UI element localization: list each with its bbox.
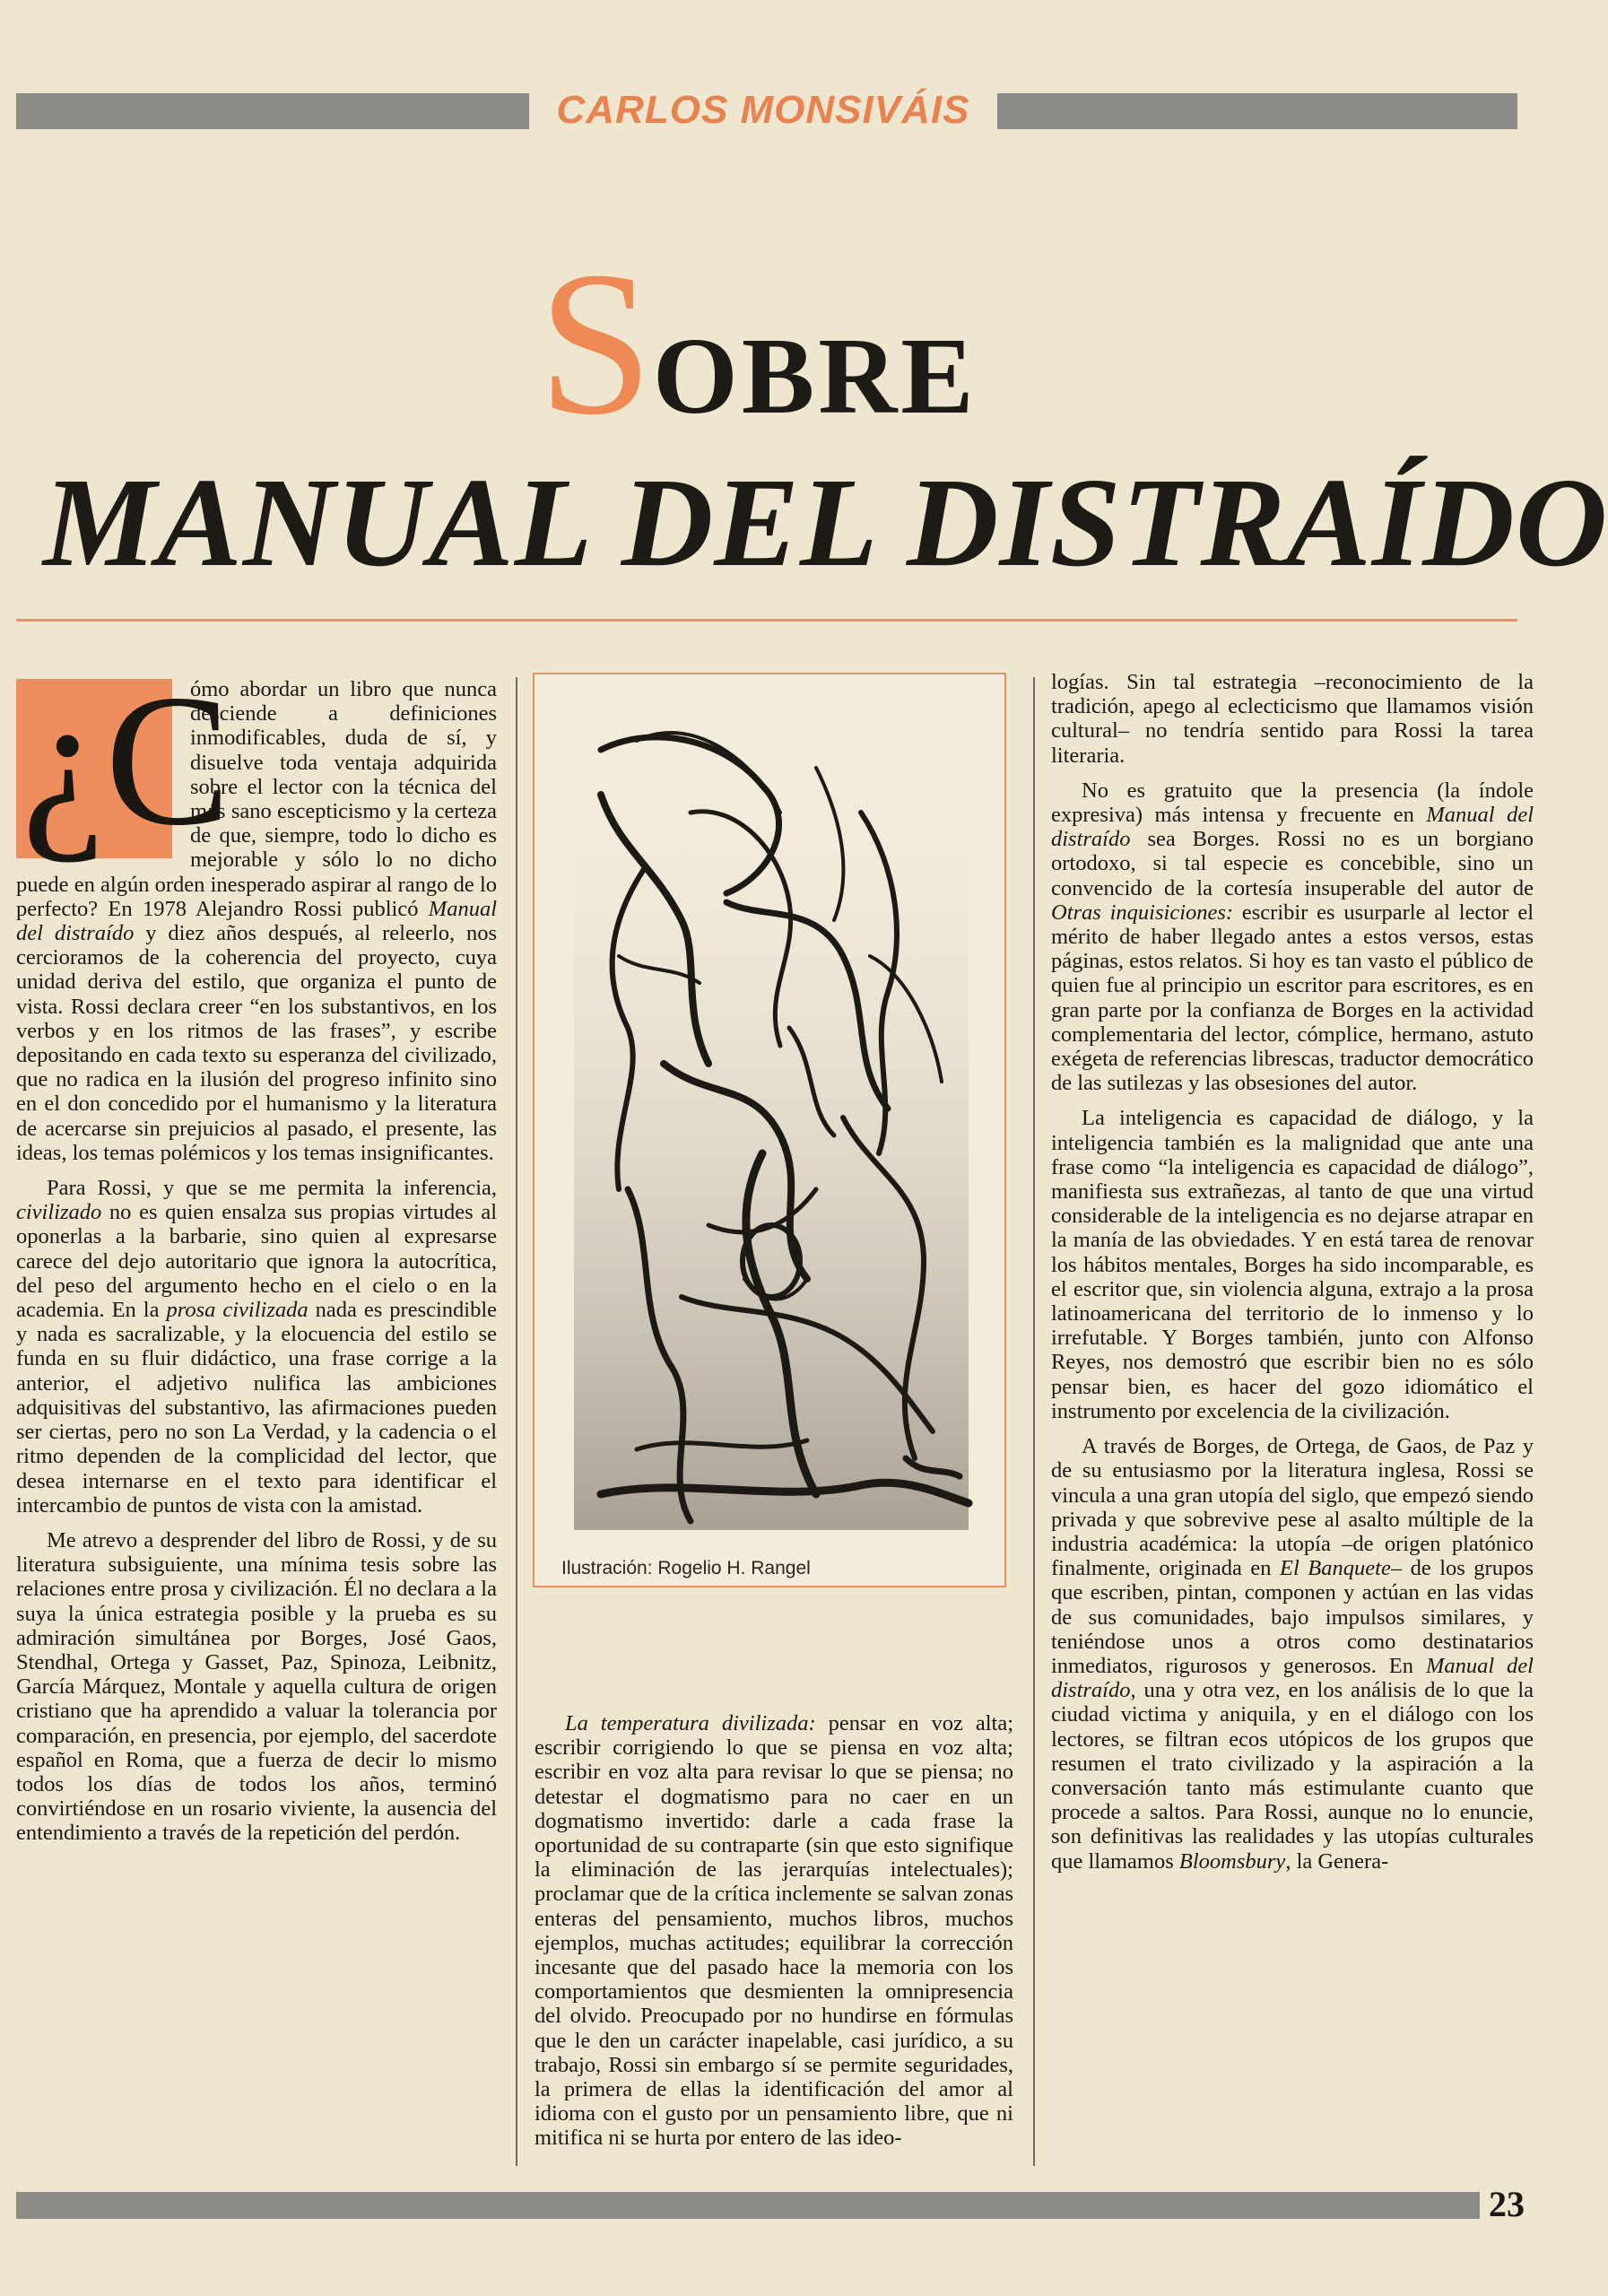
text-column-3 bbox=[1051, 670, 1534, 2168]
header-band-left bbox=[16, 93, 529, 129]
page-number: 23 bbox=[1489, 2184, 1525, 2224]
header-band-right bbox=[997, 93, 1517, 129]
paragraph: La inteligencia es capacidad de diálogo, y la inteligencia también es la malignidad que ante una frase como “la inteligencia es capacidad de diálogo”, manifiesta sus extrañezas, al tanto de que una virtud considerable de la inteligencia es no dejarse atrapar en la manía de las obviedades. Y en está tarea de renovar los hábitos mentales, Borges ha sido incomparable, es el escritor que, sin violencia alguna, extrajo a la prosa latinoamericana del territorio de lo inmenso y lo irrefutable. Y Borges también, junto con Alfonso Reyes, nos demostró que escribir bien no es sólo pensar bien, es hacer del gozo idiomático el instrumento por excelencia de la civilización. bbox=[1051, 1106, 1534, 1423]
paragraph: Para Rossi, y que se me permita la inferencia, civilizado no es quien ensalza sus propias virtudes al oponerlas a la barbarie, sino quien al expresarse carece del dejo autoritario que ignora la autocrítica, del peso del argumento hecho en el cielo o en la academia. En la prosa civilizada nada es prescindible y nada es sacralizable, y la elocuencia del estilo se funda en su fluir didáctico, una frase corrige a la anterior, el adjetivo nulifica las ambiciones adquisitivas del substantivo, las afirmaciones pueden ser ciertas, pero no son La Verdad, y la cadencia o el ritmo dependen de la complicidad del lector, que desea internarse en el texto para identificar el intercambio de puntos de vista con la amistad. bbox=[16, 1176, 498, 1518]
title-rest: OBRE bbox=[652, 316, 978, 437]
paragraph: Me atrevo a desprender del libro de Rossi, y de su literatura subsiguiente, una mínima tesis sobre las relaciones entre prosa y civilización. Él no declara a la suya la única estrategia posible y la prueba es su admiración simultánea por Borges, José Gaos, Stendhal, Ortega y Gasset, Paz, Spinoza, Leibnitz, García Márquez, Montale y aquella cultura de origen cristiano que ha aprendido a valuar la tolerancia por comparación, en presencia, por ejemplo, del sacerdote español en Roma, que a fuerza de decir lo mismo todos los días de todos los años, terminó convirtiéndose en un rosario viviente, la ausencia del entendimiento a través de la repetición del perdón. bbox=[16, 1527, 497, 1846]
paragraph: ¿C ómo abordar un libro que nunca desciende a definiciones inmodificables, duda de sí, y disuelve toda ventaja adquirida sobre el lector con la técnica del más sano escepticismo y la certeza de que, siempre, todo lo dicho es mejorable y sólo lo no dicho puede en algún orden inesperado aspirar al rango de lo perfecto? En 1978 Alejandro Rossi publicó Manual del distraído y diez años después, al releerlo, nos cercioramos de la coherencia del proyecto, cuya unidad deriva del estilo, que organiza el punto de vista. Rossi declara creer “en los substantivos, en los verbos y en los ritmos de las frases”, y escribe depositando en cada texto su esperanza del civilizado, que no radica en la ilusión del progreso infinito sino en el don concedido por el humanismo y la literatura de acercarse sin prejuicios al pasado, el presente, las ideas, los temas polémicos y los temas insignificantes. bbox=[16, 657, 498, 1165]
article-title: MANUAL DEL DISTRAÍDO bbox=[43, 451, 1608, 593]
column-divider bbox=[1033, 677, 1035, 2166]
illustration bbox=[533, 673, 1006, 1587]
drop-cap: ¿C bbox=[16, 679, 172, 858]
text-column-2 bbox=[535, 1711, 1013, 2169]
sketch-drawing bbox=[547, 687, 990, 1548]
illustration-caption: Ilustración: Rogelio H. Rangel bbox=[561, 1558, 811, 1578]
title-divider bbox=[16, 619, 1517, 622]
title-line-1 bbox=[538, 229, 978, 457]
footer-band bbox=[16, 2192, 1480, 2219]
text-column-1 bbox=[16, 657, 498, 2166]
paragraph: logías. Sin tal estrategia –reconocimiento de la tradición, apego al eclecticismo que llamamos visión cultural– no tendría sentido para Rossi la tarea literaria. bbox=[1051, 670, 1534, 768]
author-name: CARLOS MONSIVÁIS bbox=[556, 88, 970, 132]
paragraph: La temperatura divilizada: pensar en voz alta; escribir corrigiendo lo que se piensa en voz alta; escribir en voz alta para revisar lo que se piensa; no detestar el dogmatismo para no caer en un dogmatismo invertido: darle a cada frase la oportunidad de su contraparte (sin que esto signifique la eliminación de las jerarquías intelectuales); proclamar que de la crítica inclemente se salvan zonas enteras del pensamiento, muchos libros, muchos ejemplos, muchas actitudes; equilibrar la corrección incesante que del pasado hace la memoria con los comportamientos que desmienten la omnipresencia del olvido. Preocupado por no hundirse en fórmulas que le den un carácter inapelable, casi jurídico, a su trabajo, Rossi sin embargo sí se permite seguridades, la primera de ellas la identificación del amor al idioma con el gusto por un pensamiento libre, que ni mitifica ni se hurta por entero de las ideo- bbox=[535, 1711, 1014, 2151]
column-divider bbox=[516, 677, 517, 2166]
paragraph: No es gratuito que la presencia (la índole expresiva) más intensa y frecuente en Manual del distraído sea Borges. Rossi no es un borgiano ortodoxo, si tal especie es concebible, sino un convencido de la cortesía insuperable del autor de Otras inquisiciones: escribir es usurparle al lector el mérito de haber llegado antes a estos versos, estas páginas, estos relatos. Si hoy es tan vasto el público de quien fue al principio un escritor para escritores, es en gran parte por la confianza de Borges en la actividad complementaria del lector, cómplice, hermano, astuto exégeta de referencias librescas, traductor democrático de las sutilezas y las obsesiones del autor. bbox=[1051, 778, 1534, 1096]
paragraph: A través de Borges, de Ortega, de Gaos, de Paz y de su entusiasmo por la literatura inglesa, Rossi se vincula a una gran utopía del siglo, que empezó siendo privada y que sobrevive pese al asalto múltiple de la industria académica: la utopía –de origen platónico finalmente, originada en El Banquete– de los grupos que escriben, pintan, componen y actúan en las vidas de sus comunidades, bajo impulsos similares, y teniéndose unos a otros como destinatarios inmediatos, rigurosos y generosos. En Manual del distraído, una y otra vez, en los análisis de lo que la ciudad victima y aniquila, y en el diálogo con los lectores, se filtran ecos utópicos de los grupos que resumen el trato civilizado y la aspiración a la conversación tanto más estimulante cuanto que procede a saltos. Para Rossi, aunque no lo enuncie, son definitivas las realidades y las utopías culturales que llamamos Bloomsbury, la Genera- bbox=[1051, 1434, 1534, 1874]
title-initial: S bbox=[538, 229, 653, 457]
